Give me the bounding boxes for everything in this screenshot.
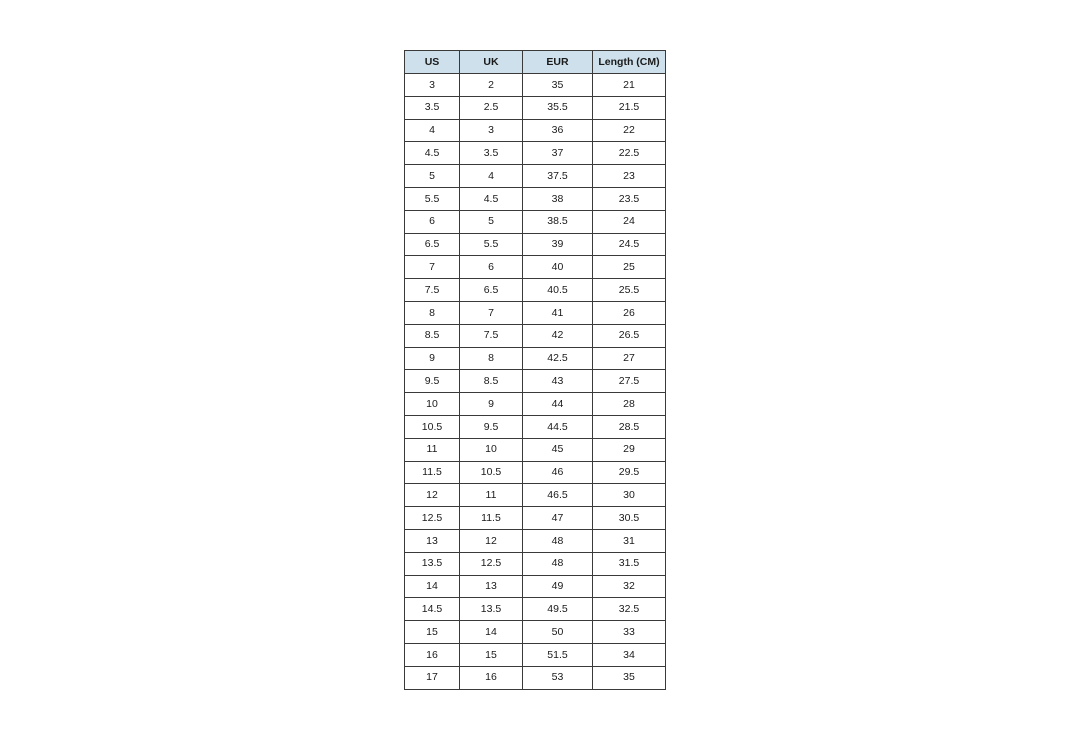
- cell-us: 9.5: [405, 370, 460, 393]
- cell-length-cm: 30: [593, 484, 666, 507]
- cell-uk: 5.5: [460, 233, 523, 256]
- cell-eur: 44: [523, 393, 593, 416]
- size-chart-table: [404, 50, 666, 690]
- cell-length-cm: 28.5: [593, 415, 666, 438]
- cell-length-cm: 30.5: [593, 507, 666, 530]
- cell-uk: 3: [460, 119, 523, 142]
- table-body: [405, 74, 666, 690]
- cell-length-cm: 32: [593, 575, 666, 598]
- cell-uk: 6: [460, 256, 523, 279]
- cell-uk: 9: [460, 393, 523, 416]
- cell-us: 4.5: [405, 142, 460, 165]
- cell-us: 8.5: [405, 324, 460, 347]
- cell-length-cm: 25.5: [593, 279, 666, 302]
- cell-uk: 6.5: [460, 279, 523, 302]
- cell-eur: 44.5: [523, 415, 593, 438]
- cell-length-cm: 33: [593, 621, 666, 644]
- cell-us: 14: [405, 575, 460, 598]
- cell-us: 13: [405, 529, 460, 552]
- cell-uk: 12: [460, 529, 523, 552]
- cell-uk: 12.5: [460, 552, 523, 575]
- table-header-row: [405, 51, 666, 74]
- cell-length-cm: 22.5: [593, 142, 666, 165]
- cell-length-cm: 25: [593, 256, 666, 279]
- table-row: [405, 393, 666, 416]
- cell-length-cm: 26: [593, 301, 666, 324]
- cell-us: 9: [405, 347, 460, 370]
- cell-uk: 4.5: [460, 187, 523, 210]
- header-eur: EUR: [523, 51, 593, 74]
- cell-eur: 46: [523, 461, 593, 484]
- cell-eur: 35.5: [523, 96, 593, 119]
- table-row: [405, 598, 666, 621]
- cell-length-cm: 24: [593, 210, 666, 233]
- cell-eur: 40.5: [523, 279, 593, 302]
- table-row: [405, 347, 666, 370]
- header-length-cm: Length (CM): [593, 51, 666, 74]
- table-row: [405, 529, 666, 552]
- table-row: [405, 233, 666, 256]
- cell-eur: 42: [523, 324, 593, 347]
- cell-eur: 48: [523, 529, 593, 552]
- cell-us: 5.5: [405, 187, 460, 210]
- cell-length-cm: 26.5: [593, 324, 666, 347]
- cell-us: 8: [405, 301, 460, 324]
- table-row: [405, 552, 666, 575]
- cell-us: 16: [405, 643, 460, 666]
- cell-uk: 2: [460, 74, 523, 97]
- cell-uk: 7.5: [460, 324, 523, 347]
- cell-uk: 13.5: [460, 598, 523, 621]
- cell-eur: 38.5: [523, 210, 593, 233]
- table-row: [405, 119, 666, 142]
- cell-uk: 7: [460, 301, 523, 324]
- table-row: [405, 210, 666, 233]
- table-row: [405, 187, 666, 210]
- table-row: [405, 507, 666, 530]
- cell-uk: 4: [460, 165, 523, 188]
- cell-eur: 47: [523, 507, 593, 530]
- table-row: [405, 621, 666, 644]
- cell-us: 14.5: [405, 598, 460, 621]
- cell-us: 15: [405, 621, 460, 644]
- cell-eur: 35: [523, 74, 593, 97]
- cell-us: 7: [405, 256, 460, 279]
- cell-eur: 40: [523, 256, 593, 279]
- cell-eur: 37.5: [523, 165, 593, 188]
- table-row: [405, 666, 666, 689]
- cell-eur: 38: [523, 187, 593, 210]
- cell-us: 13.5: [405, 552, 460, 575]
- cell-us: 7.5: [405, 279, 460, 302]
- cell-length-cm: 29.5: [593, 461, 666, 484]
- cell-eur: 36: [523, 119, 593, 142]
- table-row: [405, 142, 666, 165]
- cell-length-cm: 32.5: [593, 598, 666, 621]
- cell-uk: 11: [460, 484, 523, 507]
- cell-uk: 9.5: [460, 415, 523, 438]
- table-row: [405, 438, 666, 461]
- cell-eur: 41: [523, 301, 593, 324]
- table-row: [405, 575, 666, 598]
- cell-length-cm: 31: [593, 529, 666, 552]
- table-row: [405, 74, 666, 97]
- cell-uk: 8.5: [460, 370, 523, 393]
- cell-length-cm: 35: [593, 666, 666, 689]
- table-row: [405, 279, 666, 302]
- cell-eur: 53: [523, 666, 593, 689]
- cell-eur: 49.5: [523, 598, 593, 621]
- cell-us: 12: [405, 484, 460, 507]
- cell-uk: 10: [460, 438, 523, 461]
- table-row: [405, 415, 666, 438]
- cell-eur: 48: [523, 552, 593, 575]
- cell-eur: 43: [523, 370, 593, 393]
- table-row: [405, 461, 666, 484]
- cell-uk: 11.5: [460, 507, 523, 530]
- cell-length-cm: 31.5: [593, 552, 666, 575]
- cell-eur: 50: [523, 621, 593, 644]
- cell-eur: 42.5: [523, 347, 593, 370]
- header-us: US: [405, 51, 460, 74]
- cell-uk: 14: [460, 621, 523, 644]
- cell-length-cm: 22: [593, 119, 666, 142]
- cell-us: 6: [405, 210, 460, 233]
- cell-us: 11.5: [405, 461, 460, 484]
- cell-us: 5: [405, 165, 460, 188]
- cell-uk: 5: [460, 210, 523, 233]
- table-row: [405, 370, 666, 393]
- cell-uk: 3.5: [460, 142, 523, 165]
- cell-us: 10.5: [405, 415, 460, 438]
- cell-eur: 39: [523, 233, 593, 256]
- cell-uk: 2.5: [460, 96, 523, 119]
- cell-us: 6.5: [405, 233, 460, 256]
- cell-uk: 10.5: [460, 461, 523, 484]
- cell-us: 17: [405, 666, 460, 689]
- cell-length-cm: 28: [593, 393, 666, 416]
- cell-length-cm: 34: [593, 643, 666, 666]
- cell-length-cm: 21: [593, 74, 666, 97]
- cell-eur: 49: [523, 575, 593, 598]
- cell-length-cm: 27.5: [593, 370, 666, 393]
- cell-us: 11: [405, 438, 460, 461]
- cell-length-cm: 23.5: [593, 187, 666, 210]
- cell-us: 3.5: [405, 96, 460, 119]
- table-row: [405, 484, 666, 507]
- cell-length-cm: 29: [593, 438, 666, 461]
- table-row: [405, 96, 666, 119]
- cell-uk: 8: [460, 347, 523, 370]
- cell-us: 3: [405, 74, 460, 97]
- header-uk: UK: [460, 51, 523, 74]
- cell-length-cm: 24.5: [593, 233, 666, 256]
- table-row: [405, 643, 666, 666]
- cell-eur: 45: [523, 438, 593, 461]
- cell-uk: 13: [460, 575, 523, 598]
- table-row: [405, 301, 666, 324]
- cell-us: 10: [405, 393, 460, 416]
- cell-uk: 15: [460, 643, 523, 666]
- table-row: [405, 165, 666, 188]
- cell-eur: 51.5: [523, 643, 593, 666]
- cell-us: 4: [405, 119, 460, 142]
- cell-eur: 37: [523, 142, 593, 165]
- cell-uk: 16: [460, 666, 523, 689]
- table-row: [405, 256, 666, 279]
- cell-length-cm: 27: [593, 347, 666, 370]
- cell-us: 12.5: [405, 507, 460, 530]
- cell-length-cm: 21.5: [593, 96, 666, 119]
- cell-eur: 46.5: [523, 484, 593, 507]
- cell-length-cm: 23: [593, 165, 666, 188]
- table-row: [405, 324, 666, 347]
